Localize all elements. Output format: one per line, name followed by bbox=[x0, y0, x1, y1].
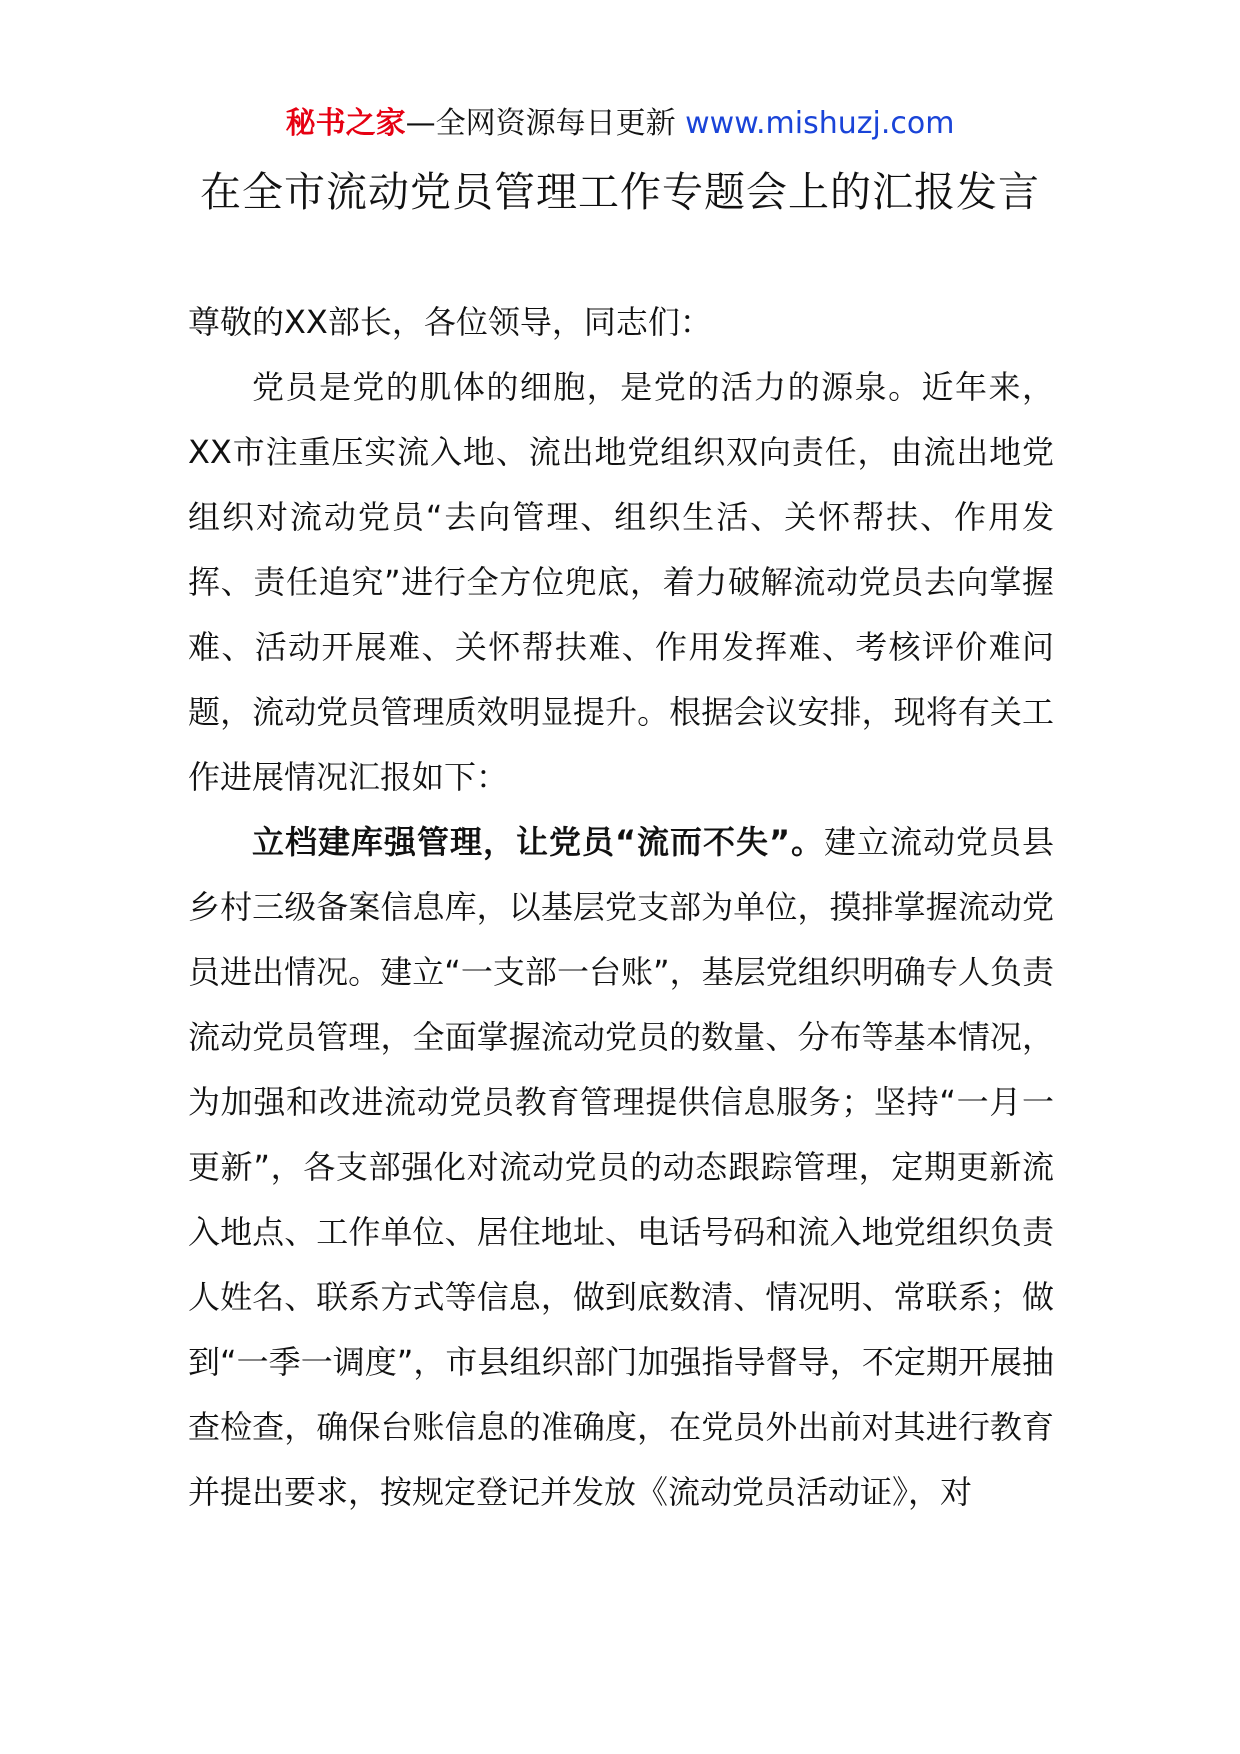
header-tagline: —全网资源每日更新 bbox=[405, 106, 676, 141]
document-title: 在全市流动党员管理工作专题会上的汇报发言 bbox=[200, 168, 1040, 216]
paragraph-text: 建立流动党员县乡村三级备案信息库，以基层党支部为单位，摸排掌握流动党员进出情况。建立“一支部一台账”，基层党组织明确专人负责流动党员管理，全面掌握流动党员的数量、分布等基本情况，为加强和改进流动党员教育管理提供信息服务；坚持“一月一更新”，各支部强化对流动党员的动态跟踪管理，定期更新流入地点、工作单位、居住地址、电话号码和流入地党组织负责人姓名、联系方式等信息，做到底数清、情况明、常联系；做到“一季一调度”，市县组织部门加强指导督导，不定期开展抽查检查，确保台账信息的准确度，在党员外出前对其进行教育并提出要求，按规定登记并发放《流动党员活动证》，对 bbox=[188, 823, 1054, 1511]
document-body bbox=[188, 290, 1054, 1525]
site-header bbox=[0, 100, 1240, 148]
brand-name: 秘书之家 bbox=[285, 106, 406, 141]
site-url[interactable]: www.mishuzj.com bbox=[685, 106, 955, 141]
paragraph-heading: 立档建库强管理，让党员“流而不失”。 bbox=[252, 823, 824, 861]
paragraph-archive bbox=[188, 810, 1054, 1525]
paragraph-intro: 党员是党的肌体的细胞，是党的活力的源泉。近年来，XX市注重压实流入地、流出地党组织双向责任，由流出地党组织对流动党员“去向管理、组织生活、关怀帮扶、作用发挥、责任追究”进行全方位兜底，着力破解流动党员去向掌握难、活动开展难、关怀帮扶难、作用发挥难、考核评价难问题，流动党员管理质效明显提升。根据会议安排，现将有关工作进展情况汇报如下： bbox=[188, 368, 1054, 796]
greeting-line: 尊敬的XX部长，各位领导，同志们： bbox=[188, 303, 712, 341]
